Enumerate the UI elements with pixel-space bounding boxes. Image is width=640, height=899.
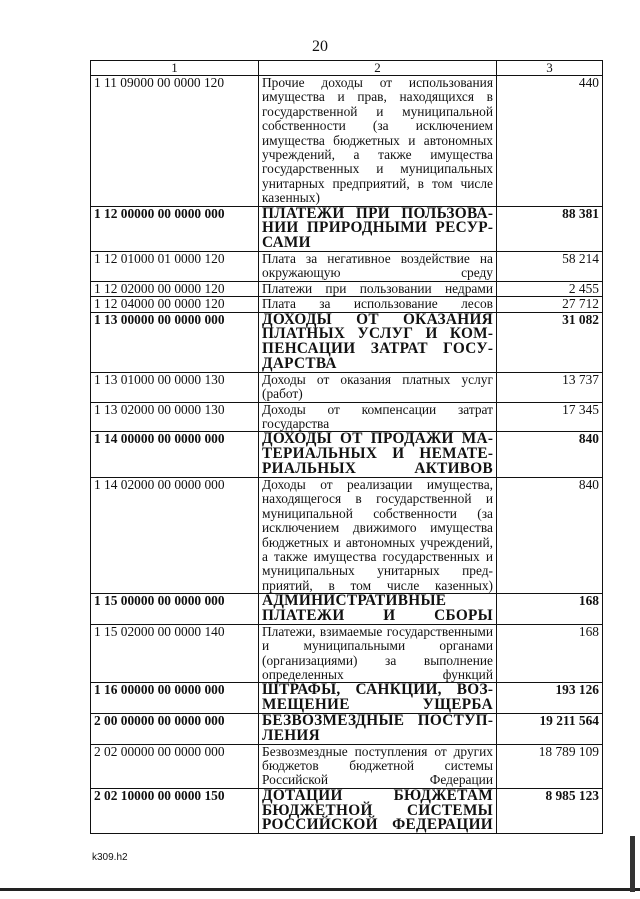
page-number: 20	[312, 38, 328, 55]
row-name: Доходы от компенсации затрат государства	[259, 402, 497, 432]
table-row	[91, 477, 603, 593]
row-code: 1 12 01000 01 0000 120	[91, 252, 259, 282]
row-amount: 58 214	[497, 252, 603, 282]
row-name: ДОХОДЫ ОТ ОКАЗАНИЯ ПЛАТНЫХ УСЛУГ И КОМПЕНСАЦИИ ЗАТРАТ ГОСУДАРСТВА	[259, 312, 497, 372]
row-code: 1 13 02000 00 0000 130	[91, 402, 259, 432]
row-name: ШТРАФЫ, САНКЦИИ, ВОЗМЕЩЕНИЕ УЩЕРБА	[259, 683, 497, 714]
table-row	[91, 713, 603, 744]
row-name: Безвозмездные поступления от других бюджетов бюджетной системы Российской Федерации	[259, 744, 497, 788]
row-name: Плата за использование лесов	[259, 297, 497, 312]
row-code: 1 15 00000 00 0000 000	[91, 594, 259, 625]
row-code: 2 02 10000 00 0000 150	[91, 788, 259, 833]
row-name: ДОХОДЫ ОТ ПРОДАЖИ МАТЕРИАЛЬНЫХ И НЕМАТЕРИАЛЬНЫХ АКТИВОВ	[259, 432, 497, 477]
table-row	[91, 788, 603, 833]
table-header-row	[91, 61, 603, 76]
row-name: Доходы от реализации имущества, находящегося в государственной и муниципальной собственности (за исключением движимого имущества бюджетных и автономных учреждений, а также имущества государственных и муниципальных унитарных предприятий, в том числе казенных)	[259, 477, 497, 593]
row-code: 1 14 00000 00 0000 000	[91, 432, 259, 477]
row-amount: 440	[497, 76, 603, 207]
table-row	[91, 312, 603, 372]
row-amount: 18 789 109	[497, 744, 603, 788]
row-amount: 168	[497, 624, 603, 683]
row-code: 1 13 00000 00 0000 000	[91, 312, 259, 372]
row-code: 1 15 02000 00 0000 140	[91, 624, 259, 683]
row-code: 2 02 00000 00 0000 000	[91, 744, 259, 788]
row-amount: 17 345	[497, 402, 603, 432]
column-header-name: 2	[259, 61, 497, 76]
row-amount: 27 712	[497, 297, 603, 312]
column-header-code: 1	[91, 61, 259, 76]
scan-border-right	[630, 836, 635, 892]
row-code: 1 12 02000 00 0000 120	[91, 281, 259, 296]
row-name: Платежи, взимаемые государственными и муниципальными органами (организациями) за выполнение определенных функций	[259, 624, 497, 683]
table-row	[91, 624, 603, 683]
row-code: 2 00 00000 00 0000 000	[91, 713, 259, 744]
row-amount: 88 381	[497, 206, 603, 251]
row-name: АДМИНИСТРАТИВНЫЕ ПЛАТЕЖИ И СБОРЫ	[259, 594, 497, 625]
row-name: ПЛАТЕЖИ ПРИ ПОЛЬЗОВАНИИ ПРИРОДНЫМИ РЕСУРСАМИ	[259, 206, 497, 251]
row-name: Платежи при пользовании недрами	[259, 281, 497, 296]
row-amount: 8 985 123	[497, 788, 603, 833]
table-row	[91, 402, 603, 432]
row-code: 1 16 00000 00 0000 000	[91, 683, 259, 714]
table-row	[91, 281, 603, 296]
row-amount: 2 455	[497, 281, 603, 296]
table-row	[91, 206, 603, 251]
table-row	[91, 76, 603, 207]
row-name: ДОТАЦИИ БЮДЖЕТАМ БЮДЖЕТНОЙ СИСТЕМЫ РОССИЙСКОЙ ФЕДЕРАЦИИ	[259, 788, 497, 833]
row-code: 1 12 04000 00 0000 120	[91, 297, 259, 312]
row-code: 1 11 09000 00 0000 120	[91, 76, 259, 207]
table-row	[91, 252, 603, 282]
column-header-amount: 3	[497, 61, 603, 76]
row-code: 1 13 01000 00 0000 130	[91, 372, 259, 402]
table-row	[91, 372, 603, 402]
row-amount: 840	[497, 432, 603, 477]
table-row	[91, 594, 603, 625]
document-id: k309.h2	[92, 852, 128, 863]
row-code: 1 12 00000 00 0000 000	[91, 206, 259, 251]
row-name: Доходы от оказания платных услуг (работ)	[259, 372, 497, 402]
table-row	[91, 432, 603, 477]
row-amount: 13 737	[497, 372, 603, 402]
row-amount: 31 082	[497, 312, 603, 372]
row-name: Плата за негативное воздействие на окружающую среду	[259, 252, 497, 282]
table-row	[91, 744, 603, 788]
row-code: 1 14 02000 00 0000 000	[91, 477, 259, 593]
table-body	[91, 76, 603, 834]
row-amount: 840	[497, 477, 603, 593]
row-name: БЕЗВОЗМЕЗДНЫЕ ПОСТУПЛЕНИЯ	[259, 713, 497, 744]
row-amount: 19 211 564	[497, 713, 603, 744]
scan-border-bottom	[0, 888, 640, 891]
table-row	[91, 683, 603, 714]
table-row	[91, 297, 603, 312]
revenue-table	[90, 60, 603, 834]
row-amount: 168	[497, 594, 603, 625]
row-amount: 193 126	[497, 683, 603, 714]
row-name: Прочие доходы от использования имущества и прав, находящихся в государственной и муниципальной собственности (за исключением имущества бюджетных и автономных учреждений, а также имущества государственных и муниципальных унитарных предприятий, в том числе казенных)	[259, 76, 497, 207]
